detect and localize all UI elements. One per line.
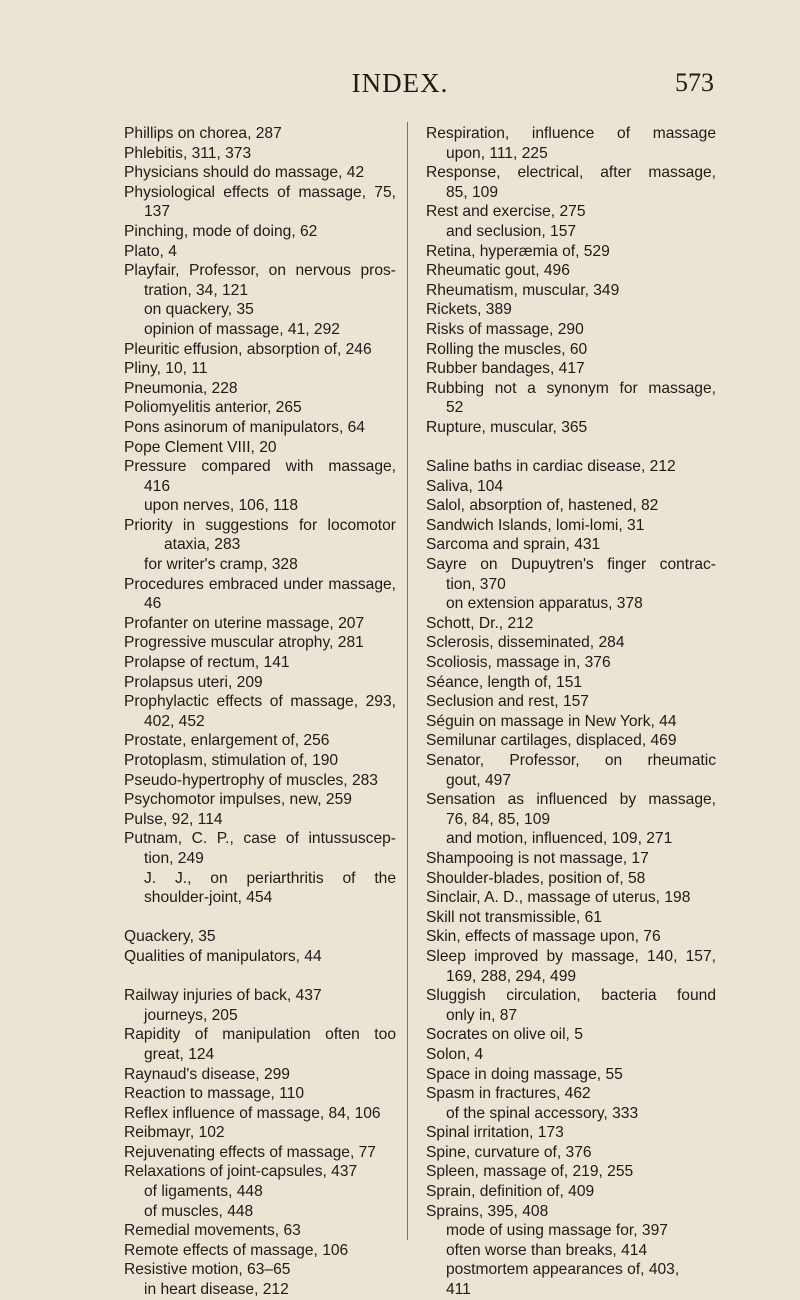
index-entry: Seclusion and rest, 157	[426, 693, 589, 711]
index-entry: Phlebitis, 311, 373	[124, 144, 252, 162]
index-entry: Sayre on Dupuytren's finger contrac-	[426, 556, 716, 574]
index-subentry: mode of using massage for, 397	[446, 1222, 668, 1240]
index-entry: Prolapse of rectum, 141	[124, 654, 290, 672]
index-subentry: only in, 87	[446, 1006, 518, 1024]
index-entry: Phillips on chorea, 287	[124, 125, 282, 142]
index-entry: Senator, Professor, on rheumatic	[426, 752, 716, 769]
index-entry: Prostate, enlargement of, 256	[124, 732, 330, 750]
index-entry: Remote effects of massage, 106	[124, 1241, 349, 1259]
index-entry: Sensation as influenced by massage,	[426, 791, 716, 809]
index-entry: Shampooing is not massage, 17	[426, 849, 649, 867]
index-entry: Sclerosis, disseminated, 284	[426, 634, 625, 652]
index-entry: Remedial movements, 63	[124, 1222, 301, 1240]
index-entry: Pseudo-hypertrophy of muscles, 283	[124, 771, 378, 789]
index-entry: Risks of massage, 290	[426, 320, 584, 338]
index-subentry: upon, 111, 225	[446, 144, 548, 162]
index-entry: Rickets, 389	[426, 301, 512, 319]
index-subentry: 52	[446, 399, 464, 417]
index-subentry: opinion of massage, 41, 292	[144, 320, 340, 338]
index-entry: Saliva, 104	[426, 477, 504, 495]
index-entry: Priority in suggestions for locomotor	[124, 516, 396, 534]
index-subentry: 137	[144, 203, 171, 221]
index-entry: Playfair, Professor, on nervous pros-	[124, 262, 396, 280]
index-entry: Sleep improved by massage, 140, 157,	[426, 947, 716, 965]
index-subentry: of ligaments, 448	[144, 1183, 263, 1201]
index-entry: Quackery, 35	[124, 928, 216, 946]
index-entry: Prophylactic effects of massage, 293,	[124, 693, 396, 711]
index-entry: Solon, 4	[426, 1045, 484, 1063]
index-entry: Rolling the muscles, 60	[426, 340, 588, 358]
index-subentry: 169, 288, 294, 499	[446, 967, 577, 985]
index-entry: Sprains, 395, 408	[426, 1202, 549, 1220]
index-subentry: 85, 109	[446, 183, 499, 201]
column-divider	[407, 122, 408, 1240]
index-entry: Salol, absorption of, hastened, 82	[426, 497, 659, 515]
index-subentry: and motion, influenced, 109, 271	[446, 830, 673, 848]
index-subentry: often worse than breaks, 414	[446, 1241, 648, 1259]
index-subentry: tion, 249	[144, 849, 204, 867]
index-entry: Séance, length of, 151	[426, 673, 583, 691]
section-gap	[124, 967, 396, 987]
index-entry: Sinclair, A. D., massage of uterus, 198	[426, 889, 691, 907]
index-entry: Spleen, massage of, 219, 255	[426, 1163, 634, 1181]
index-entry: Pliny, 10, 11	[124, 360, 208, 378]
index-entry: Sluggish circulation, bacteria found	[426, 987, 716, 1005]
index-entry: Rest and exercise, 275	[426, 203, 586, 221]
index-subentry: ataxia, 283	[164, 536, 241, 554]
index-subentry: of the spinal accessory, 333	[446, 1104, 639, 1122]
index-subentry: tion, 370	[446, 575, 506, 593]
index-subentry: 402, 452	[144, 712, 205, 730]
index-subentry: for writer's cramp, 328	[144, 556, 298, 574]
index-entry: Schott, Dr., 212	[426, 614, 534, 632]
index-entry: Sandwich Islands, lomi-lomi, 31	[426, 516, 645, 534]
index-entry: Prolapsus uteri, 209	[124, 673, 263, 691]
index-subentry: 76, 84, 85, 109	[446, 810, 551, 828]
index-subentry: upon nerves, 106, 118	[144, 497, 299, 515]
index-entry: Resistive motion, 63–65	[124, 1261, 291, 1279]
index-entry: Reibmayr, 102	[124, 1124, 225, 1142]
index-entry: Spinal irritation, 173	[426, 1124, 564, 1142]
index-entry: Pulse, 92, 114	[124, 810, 223, 828]
index-entry: Reflex influence of massage, 84, 106	[124, 1104, 381, 1122]
index-entry: Séguin on massage in New York, 44	[426, 712, 677, 730]
index-subentry: journeys, 205	[144, 1006, 238, 1024]
index-entry: Rheumatism, muscular, 349	[426, 281, 620, 299]
index-entry: Reaction to massage, 110	[124, 1085, 305, 1103]
index-entry: Procedures embraced under massage,	[124, 575, 396, 593]
index-column-right	[426, 124, 716, 1300]
index-entry: Shoulder-blades, position of, 58	[426, 869, 646, 887]
page-header	[0, 68, 800, 108]
index-entry: Pressure compared with massage,	[124, 458, 396, 476]
index-entry: Rubber bandages, 417	[426, 360, 585, 378]
index-entry: Pleuritic effusion, absorption of, 246	[124, 340, 372, 358]
index-entry: Putnam, C. P., case of intussuscep-	[124, 830, 396, 848]
index-entry: Raynaud's disease, 299	[124, 1065, 290, 1083]
index-entry: Rupture, muscular, 365	[426, 418, 588, 436]
index-subentry: tration, 34, 121	[144, 281, 249, 299]
index-entry: Socrates on olive oil, 5	[426, 1026, 583, 1044]
index-entry: Psychomotor impulses, new, 259	[124, 791, 352, 809]
index-entry: Rubbing not a synonym for massage,	[426, 379, 716, 397]
index-entry: Spasm in fractures, 462	[426, 1085, 591, 1103]
index-subentry: and seclusion, 157	[446, 222, 577, 240]
index-entry: Pope Clement VIII, 20	[124, 438, 277, 456]
index-entry: Progressive muscular atrophy, 281	[124, 634, 364, 652]
index-entry: Rheumatic gout, 496	[426, 262, 570, 280]
index-subentry: shoulder-joint, 454	[144, 889, 273, 907]
index-entry: Relaxations of joint-capsules, 437	[124, 1163, 358, 1181]
index-subentry: on extension apparatus, 378	[446, 595, 643, 613]
index-entry: Space in doing massage, 55	[426, 1065, 623, 1083]
index-entry: Respiration, influence of massage	[426, 125, 716, 142]
section-gap	[124, 908, 396, 928]
index-entry: Scoliosis, massage in, 376	[426, 654, 611, 672]
page-title: INDEX.	[351, 68, 449, 98]
index-entry: Railway injuries of back, 437	[124, 987, 322, 1005]
index-entry: Rapidity of manipulation often too	[124, 1026, 396, 1044]
index-subentry: J. J., on periarthritis of the	[144, 869, 396, 887]
index-entry: Skill not transmissible, 61	[426, 908, 602, 926]
index-entry: Sprain, definition of, 409	[426, 1183, 595, 1201]
index-column-left	[124, 124, 396, 1300]
section-gap	[426, 438, 716, 458]
index-entry: Semilunar cartilages, displaced, 469	[426, 732, 677, 750]
index-subentry: gout, 497	[446, 771, 512, 789]
index-entry: Poliomyelitis anterior, 265	[124, 399, 302, 417]
index-subentry: 46	[144, 595, 162, 613]
index-entry: Profanter on uterine massage, 207	[124, 614, 365, 632]
index-entry: Pons asinorum of manipulators, 64	[124, 418, 365, 436]
index-entry: Sarcoma and sprain, 431	[426, 536, 601, 554]
index-entry: Response, electrical, after massage,	[426, 164, 716, 182]
index-entry: Rejuvenating effects of massage, 77	[124, 1143, 376, 1161]
index-entry: Plato, 4	[124, 242, 177, 260]
index-subentry: 416	[144, 477, 171, 495]
index-subentry: in heart disease, 212	[144, 1281, 289, 1299]
index-entry: Pneumonia, 228	[124, 379, 238, 397]
page-number: 573	[675, 68, 714, 97]
index-entry: Spine, curvature of, 376	[426, 1143, 592, 1161]
index-subentry: great, 124	[144, 1045, 215, 1063]
index-entry: Qualities of manipulators, 44	[124, 947, 322, 965]
index-entry: Pinching, mode of doing, 62	[124, 222, 318, 240]
index-entry: Physicians should do massage, 42	[124, 164, 365, 182]
index-entry: Retina, hyperæmia of, 529	[426, 242, 610, 260]
index-subentry: on quackery, 35	[144, 301, 254, 319]
index-subentry: of muscles, 448	[144, 1202, 254, 1220]
index-entry: Protoplasm, stimulation of, 190	[124, 752, 339, 769]
index-subentry: postmortem appearances of, 403,	[446, 1261, 680, 1279]
index-entry: Saline baths in cardiac disease, 212	[426, 458, 676, 476]
index-entry: Skin, effects of massage upon, 76	[426, 928, 661, 946]
index-entry: Physiological effects of massage, 75,	[124, 183, 396, 201]
index-subentry: 411	[446, 1281, 471, 1299]
